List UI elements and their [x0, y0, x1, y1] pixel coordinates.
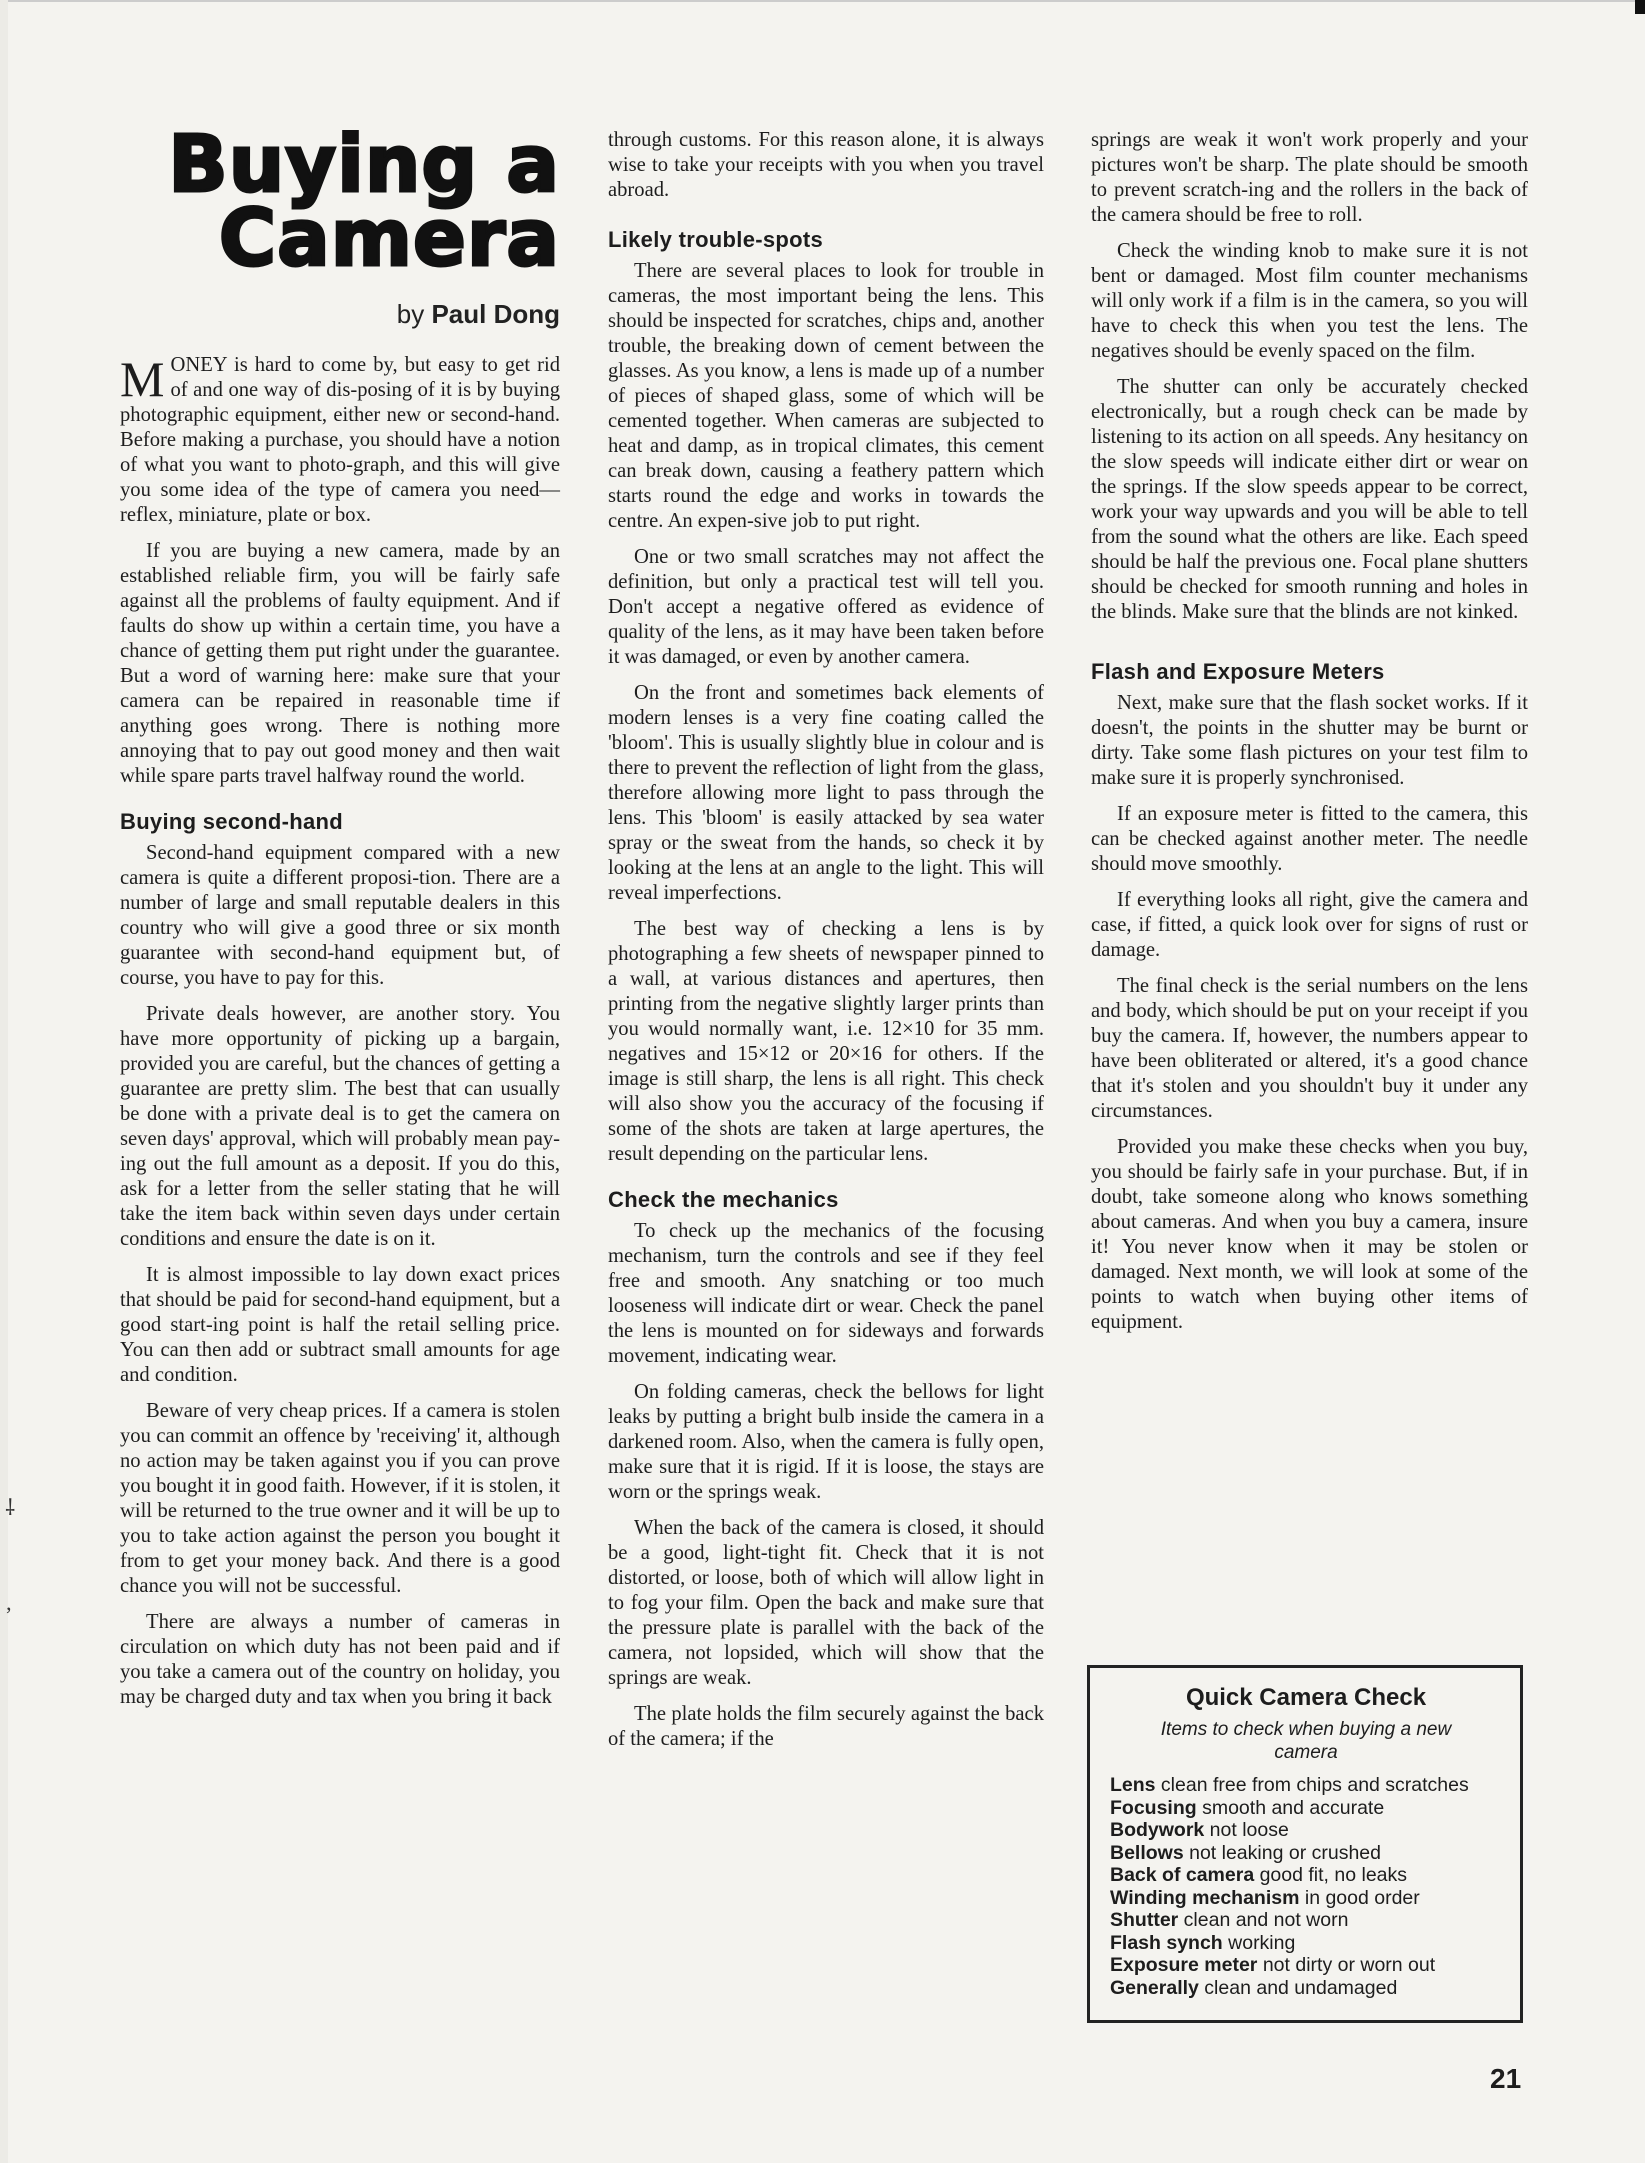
- paragraph: The plate holds the film securely against the back of the camera; if the: [608, 1703, 1044, 1750]
- paragraph: It is almost impossible to lay down exact prices that should be paid for second-hand equipment, but a good start-ing point is half the retail selling price. You can then add or subtract small amounts for age and condition.: [120, 1264, 560, 1386]
- corner-mark: [1635, 0, 1645, 14]
- item-desc: working: [1222, 1931, 1296, 1954]
- checklist-item: [1110, 1977, 1502, 2000]
- paragraph: There are several places to look for trouble in cameras, the most important being the lens. This should be inspected for scratches, chips and, another trouble, the breaking down of cement between the glasses. As you know, a lens is made up of a number of pieces of shaped glass, some of which will be cemented together. When cameras are subjected to heat and damp, as in tropical climates, this cement can break down, causing a feathery pattern which starts round the edge and works in towards the centre. An expen-sive job to put right.: [608, 260, 1044, 532]
- checklist-item: [1110, 1774, 1502, 1797]
- checklist-item: [1110, 1954, 1502, 1977]
- box-subtitle: Items to check when buying a new camera: [1160, 1719, 1452, 1763]
- paragraph: There are always a number of cameras in circulation on which duty has not been paid and if you take a camera out of the country on holiday, you may be charged duty and tax when you bring it back: [120, 1611, 560, 1708]
- byline: [120, 299, 560, 329]
- item-term: Focusing: [1110, 1796, 1197, 1819]
- item-term: Winding mechanism: [1110, 1886, 1300, 1909]
- checklist-item: [1110, 1797, 1502, 1820]
- byline-author: Paul Dong: [431, 299, 560, 329]
- paragraph: Check the winding knob to make sure it is not bent or damaged. Most film counter mechanisms will only work if a film is in the camera, so you will have to check this when you test the lens. The negatives should be evenly spaced on the film.: [1091, 240, 1528, 362]
- margin-mark-icon: ‚: [5, 1590, 13, 1615]
- paragraph: If everything looks all right, give the camera and case, if fitted, a quick look over for signs of rust or damage.: [1091, 889, 1528, 961]
- paragraph: The best way of checking a lens is by photographing a few sheets of newspaper pinned to a wall, at various distances and apertures, then printing from the negative slightly larger prints than you would normally want, i.e. 12×10 for 35 mm. negatives and 15×12 or 20×16 for others. If the image is still sharp, the lens is all right. This check will also show you the accuracy of the focusing if some of the shots are taken at large apertures, the result depending on the particular lens.: [608, 918, 1044, 1165]
- item-term: Shutter: [1110, 1909, 1179, 1931]
- paragraph: Next, make sure that the flash socket works. If it doesn't, the points in the shutter may be burnt or dirty. Take some flash pictures on your test film to make sure it is properly synchronised.: [1091, 692, 1528, 789]
- checklist-item: [1110, 1887, 1502, 1910]
- item-term: Exposure meter: [1110, 1954, 1258, 1976]
- item-term: Bellows: [1110, 1841, 1184, 1864]
- item-desc: good fit, no leaks: [1254, 1864, 1408, 1886]
- item-desc: not loose: [1204, 1819, 1289, 1841]
- paragraph: through customs. For this reason alone, it is always wise to take your receipts with you when you travel abroad.: [608, 129, 1044, 201]
- item-desc: not leaking or crushed: [1183, 1841, 1381, 1864]
- item-desc: not dirty or worn out: [1257, 1954, 1436, 1976]
- paragraph: Provided you make these checks when you buy, you should be fairly safe in your purchase. But, if in doubt, take someone along who knows something about cameras. And when you buy a camera, insure it! You never know when it may be stolen or damaged. Next month, we will look at some of the points to watch when buying other items of equipment.: [1091, 1136, 1528, 1333]
- checklist-item: [1110, 1842, 1502, 1865]
- paragraph: If you are buying a new camera, made by an established reliable firm, you will be fairly safe against all the problems of faulty equipment. And if faults do show up within a certain time, you have a chance of getting them put right under the guarantee. But a word of warning here: make sure that your camera can be repaired in reasonable time if anything goes wrong. There is nothing more annoying that to pay out good money and then wait while spare parts travel halfway round the world.: [120, 540, 560, 787]
- paragraph: On the front and sometimes back elements of modern lenses is a very fine coating called the 'bloom'. This is usually slightly blue in colour and is there to prevent the reflection of light from the glass, therefore allowing more light to pass through the lens. This 'bloom' is easily attacked by sea water spray or the sweat from the hands, so check it by looking at the lens at an angle to the light. This will reveal imperfections.: [608, 682, 1044, 904]
- paragraph: When the back of the camera is closed, it should be a good, light-tight fit. Check that it is not distorted, or loose, both of which will allow light in to fog your film. Open the back and make sure that the pressure plate is parallel with the back of the camera, not lopsided, which will show that the springs are weak.: [608, 1517, 1044, 1689]
- checklist-item: [1110, 1932, 1502, 1955]
- item-desc: smooth and accurate: [1196, 1796, 1385, 1819]
- checklist-item: [1110, 1819, 1502, 1842]
- paragraph: Second-hand equipment compared with a new camera is quite a different proposi-tion. There are a number of large and small reputable dealers in this country who will give a good three or six month guarantee with second-hand equipment but, of course, you have to pay for this.: [120, 842, 560, 989]
- section-heading: Buying second-hand: [120, 809, 343, 834]
- item-term: Bodywork: [1110, 1819, 1205, 1841]
- paragraph: [120, 353, 560, 528]
- column-1: [120, 120, 560, 1721]
- item-desc: clean free from chips and scratches: [1155, 1774, 1469, 1796]
- column-3: [1091, 128, 1528, 1346]
- paragraph: The final check is the serial numbers on the lens and body, which should be put on your receipt if you buy the camera. If, however, the numbers appear to have been obliterated or altered, it's a good chance that it's stolen and you shouldn't buy it under any circumstances.: [1091, 975, 1528, 1122]
- margin-mark-icon: ⸸: [5, 1495, 16, 1520]
- item-term: Generally: [1110, 1976, 1199, 1999]
- item-desc: clean and not worn: [1178, 1909, 1349, 1931]
- item-term: Flash synch: [1110, 1931, 1223, 1954]
- checklist-item: [1110, 1909, 1502, 1932]
- item-desc: in good order: [1299, 1886, 1420, 1909]
- paragraph: The shutter can only be accurately checked electronically, but a rough check can be made by listening to its action on all speeds. Any hesitancy on the slow speeds will indicate either dirt or wear on the springs. If the slow speeds appear to be correct, work your way upwards and you will be able to tell from the sound what the others are like. Each speed should be half the previous one. Focal plane shutters should be checked for smooth running and holes in the blinds. Make sure that the blinds are not kinked.: [1091, 376, 1528, 623]
- paragraph-text: ONEY is hard to come by, but easy to get rid of and one way of dis-posing of it is by buying photographic equipment, either new or second-hand. Before making a purchase, you should have a notion of what you want to photo-graph, and this will give you some idea of the type of camera you need—reflex, miniature, plate or box.: [120, 354, 560, 526]
- item-term: Back of camera: [1110, 1864, 1255, 1886]
- page-number: 21: [1490, 2063, 1522, 2094]
- paragraph: springs are weak it won't work properly and your pictures won't be sharp. The plate should be smooth to prevent scratch-ing and the rollers in the back of the camera should be free to roll.: [1091, 129, 1528, 226]
- paragraph: On folding cameras, check the bellows for light leaks by putting a bright bulb inside the camera in a darkened room. Also, when the camera is fully open, make sure that it is rigid. If it is loose, the stays are worn or the springs weak.: [608, 1381, 1044, 1503]
- title-line-2: Camera: [218, 194, 560, 284]
- section-heading: Check the mechanics: [608, 1187, 839, 1212]
- paragraph: Private deals however, are another story. You have more opportunity of picking up a bargain, provided you are careful, but the chances of getting a guarantee are pretty slim. The best that can usually be done with a private deal is to get the camera on seven days' approval, which will probably mean pay-ing out the full amount as a deposit. If you do this, ask for a letter from the seller stating that he will take the item back within seven days under certain conditions and ensure the date is on it.: [120, 1003, 560, 1250]
- quick-check-box: [1087, 1665, 1523, 2023]
- title-line-1: Buying a: [168, 120, 560, 210]
- paragraph: If an exposure meter is fitted to the camera, this can be checked against another meter. The needle should move smoothly.: [1091, 803, 1528, 875]
- drop-cap: M: [120, 351, 165, 407]
- checklist-item: [1110, 1864, 1502, 1887]
- section-heading: Likely trouble-spots: [608, 227, 824, 252]
- page-edge: [0, 0, 8, 2163]
- item-desc: clean and undamaged: [1198, 1976, 1398, 1999]
- paragraph: One or two small scratches may not affect the definition, but only a practical test will tell you. Don't accept a negative offered as evidence of quality of the lens, as it may have been taken before it was damaged, or even by another camera.: [608, 546, 1044, 668]
- paragraph: Beware of very cheap prices. If a camera is stolen you can commit an offence by 'receiving' it, although no action may be taken against you if you can prove you bought it in good faith. However, if it is stolen, it will be returned to the true owner and it will be up to you to take action against the person you bought it from to get your money back. And there is a good chance you will not be successful.: [120, 1400, 560, 1597]
- byline-prefix: by: [396, 299, 425, 329]
- box-title: Quick Camera Check: [1185, 1684, 1427, 1711]
- item-term: Lens: [1110, 1774, 1156, 1796]
- paragraph: To check up the mechanics of the focusing mechanism, turn the controls and see if they feel free and smooth. Any snatching or too much looseness will indicate dirt or wear. Check the panel the lens is mounted on for sideways and forwards movement, indicating wear.: [608, 1220, 1044, 1367]
- checklist: [1110, 1774, 1502, 1999]
- column-2: [608, 128, 1044, 1763]
- top-rule: [0, 0, 1645, 2]
- section-heading: Flash and Exposure Meters: [1091, 659, 1385, 684]
- article-title: [120, 120, 560, 284]
